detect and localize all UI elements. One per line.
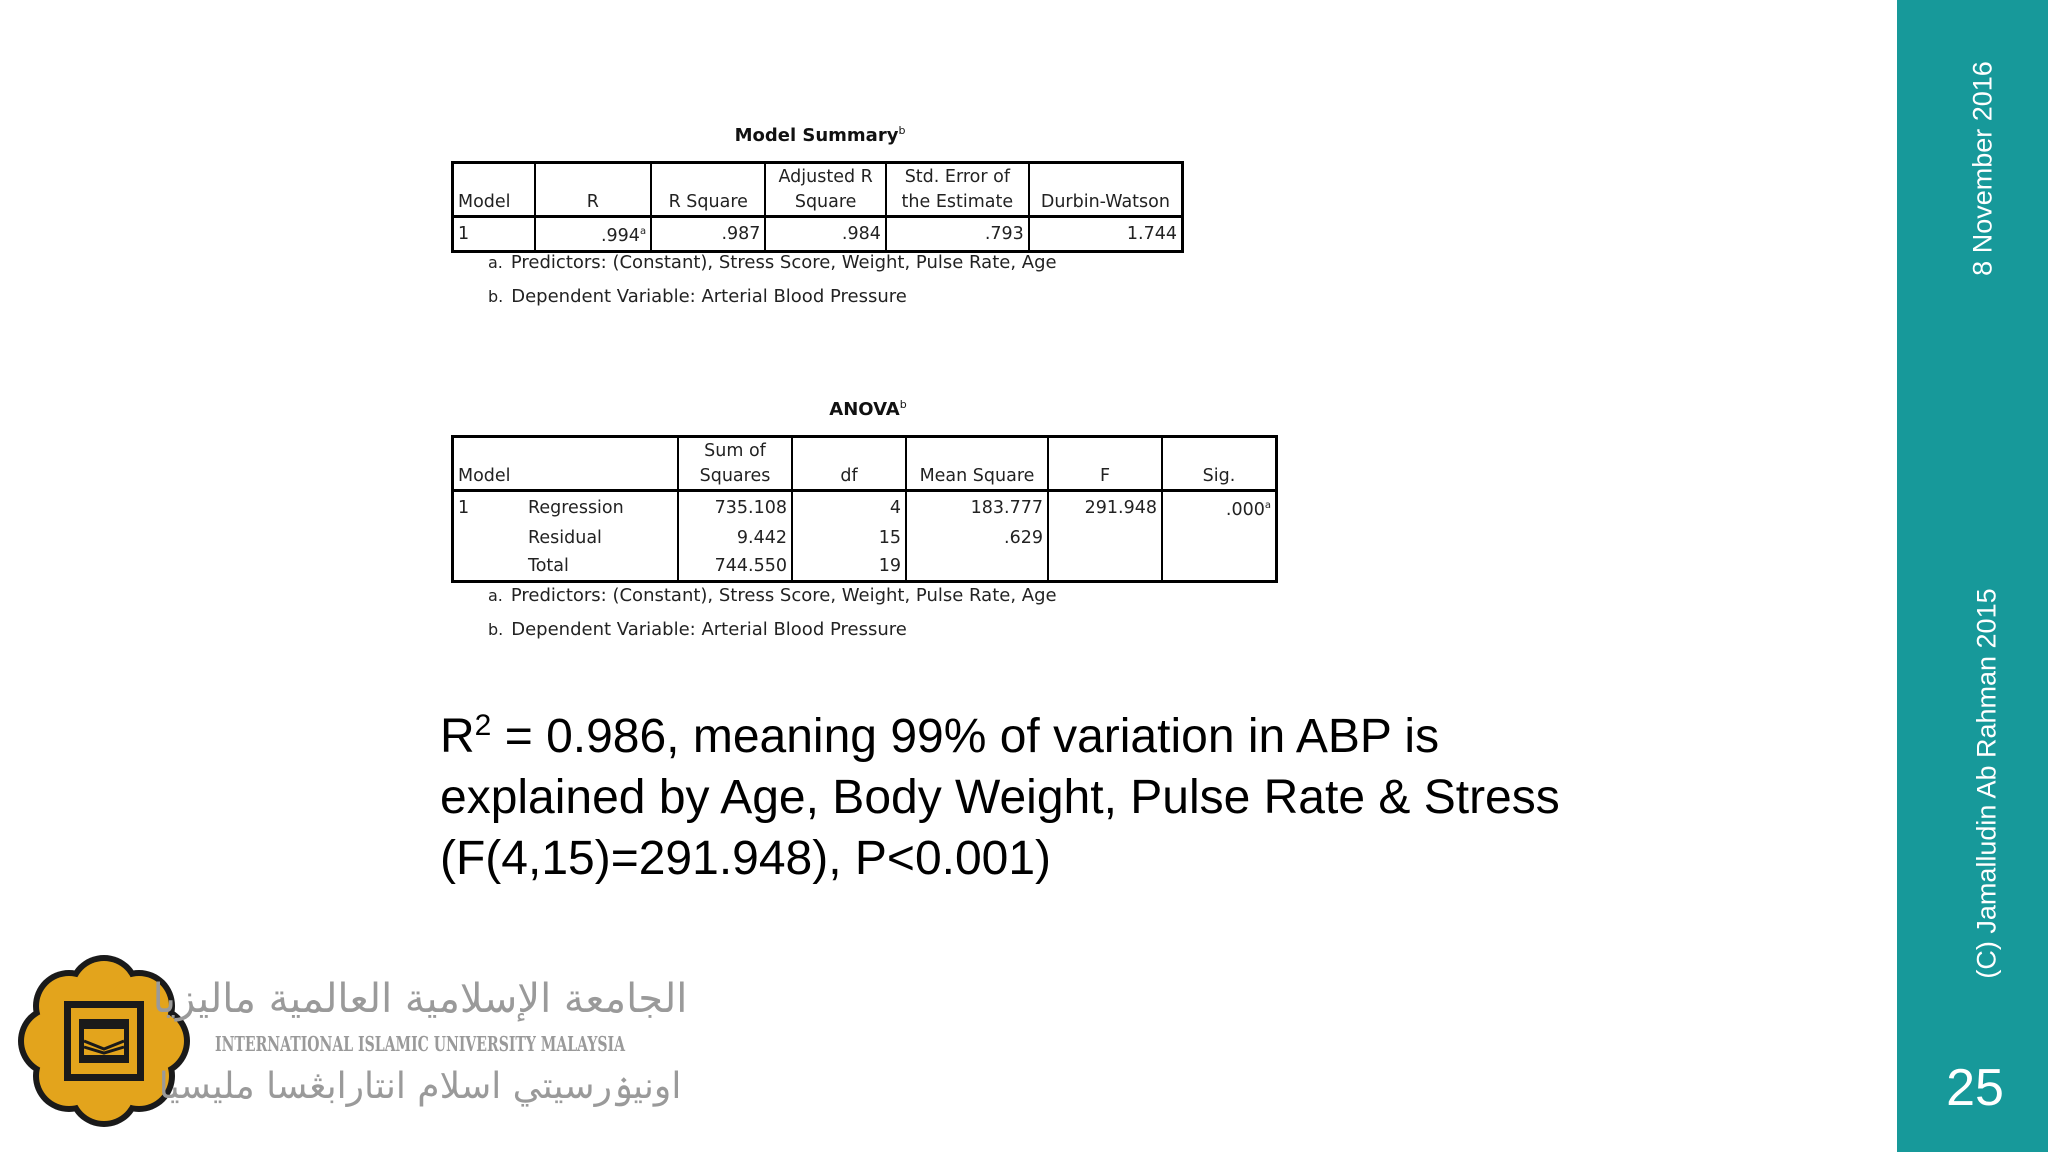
col-header-r: R (535, 163, 651, 217)
cell-sum-of-squares: 9.442 (678, 524, 792, 552)
result-statement: $R^2 = 0.986$, meaning 99% of variation in ABP is explained by Age, Body Weight, Pulse Rate & Stress (F(4,15)=291.948), P<0.001) (440, 709, 1560, 885)
cell-row-label: Residual (528, 527, 602, 548)
cell-f: 291.948 (1048, 491, 1162, 524)
cell-row-label: Total (528, 555, 569, 576)
cell-row-label: Regression (528, 497, 624, 518)
slide-number: 25 (1946, 1059, 2004, 1117)
model-summary-note-b: b. Dependent Variable: Arterial Blood Pressure (488, 286, 907, 307)
col-header-adjusted-r-square: Adjusted R Square (765, 163, 885, 217)
col-header-r-square: R Square (651, 163, 765, 217)
col-header-std-error: Std. Error of the Estimate (886, 163, 1029, 217)
anova-note-b: b. Dependent Variable: Arterial Blood Pressure (488, 619, 907, 640)
anova-note-a: a. Predictors: (Constant), Stress Score, Weight, Pulse Rate, Age (488, 585, 1057, 606)
model-summary-title: Model Summary$^b$ (734, 124, 906, 146)
col-header-sig: Sig. (1162, 437, 1277, 491)
model-summary-table (451, 161, 1184, 253)
col-header-model: Model (453, 437, 679, 491)
table-header-row (453, 163, 1183, 217)
cell-sum-of-squares: 735.108 (678, 491, 792, 524)
cell-df: 4 (792, 491, 906, 524)
table-row (453, 491, 1277, 524)
cell-model: 1 (458, 497, 470, 518)
cell-r: .994$^a$ (535, 217, 651, 252)
iium-wordmark (152, 972, 688, 1112)
table-header-row (453, 437, 1277, 491)
cell-mean-square: 183.777 (906, 491, 1048, 524)
svg-text:INTERNATIONAL ISLAMIC UNIVERSI: INTERNATIONAL ISLAMIC UNIVERSITY MALAYSIA (215, 1032, 626, 1056)
cell-df: 15 (792, 524, 906, 552)
svg-text:اونيۏرسيتي اسلام انتارابڠسا مل: اونيۏرسيتي اسلام انتارابڠسا مليسيا (158, 1066, 682, 1107)
table-row (453, 217, 1183, 252)
anova-table (451, 435, 1278, 583)
model-summary-note-a: a. Predictors: (Constant), Stress Score, Weight, Pulse Rate, Age (488, 252, 1057, 273)
cell-mean-square: .629 (906, 524, 1048, 552)
col-header-durbin-watson: Durbin-Watson (1029, 163, 1183, 217)
svg-text:الجامعة الإسلامية العالمية مال: الجامعة الإسلامية العالمية ماليزيا (152, 976, 688, 1022)
cell-model: 1 (458, 223, 470, 244)
col-header-model: Model (453, 163, 535, 217)
cell-adj-r-square: .984 (765, 217, 885, 252)
cell-sum-of-squares: 744.550 (678, 552, 792, 582)
col-header-f: F (1048, 437, 1162, 491)
cell-sig: .000$^a$ (1162, 491, 1277, 524)
slide-author-credit: (C) Jamalludin Ab Rahman 2015 (1971, 588, 2002, 979)
cell-df: 19 (792, 552, 906, 582)
cell-durbin-watson: 1.744 (1029, 217, 1183, 252)
anova-title: ANOVA$^b$ (829, 398, 907, 420)
cell-r-square: .987 (651, 217, 765, 252)
col-header-df: df (792, 437, 906, 491)
cell-std-error: .793 (886, 217, 1029, 252)
table-row (453, 524, 1277, 552)
table-row (453, 552, 1277, 582)
col-header-sum-of-squares: Sum of Squares (678, 437, 792, 491)
col-header-mean-square: Mean Square (906, 437, 1048, 491)
slide-date: 8 November 2016 (1967, 61, 1998, 276)
